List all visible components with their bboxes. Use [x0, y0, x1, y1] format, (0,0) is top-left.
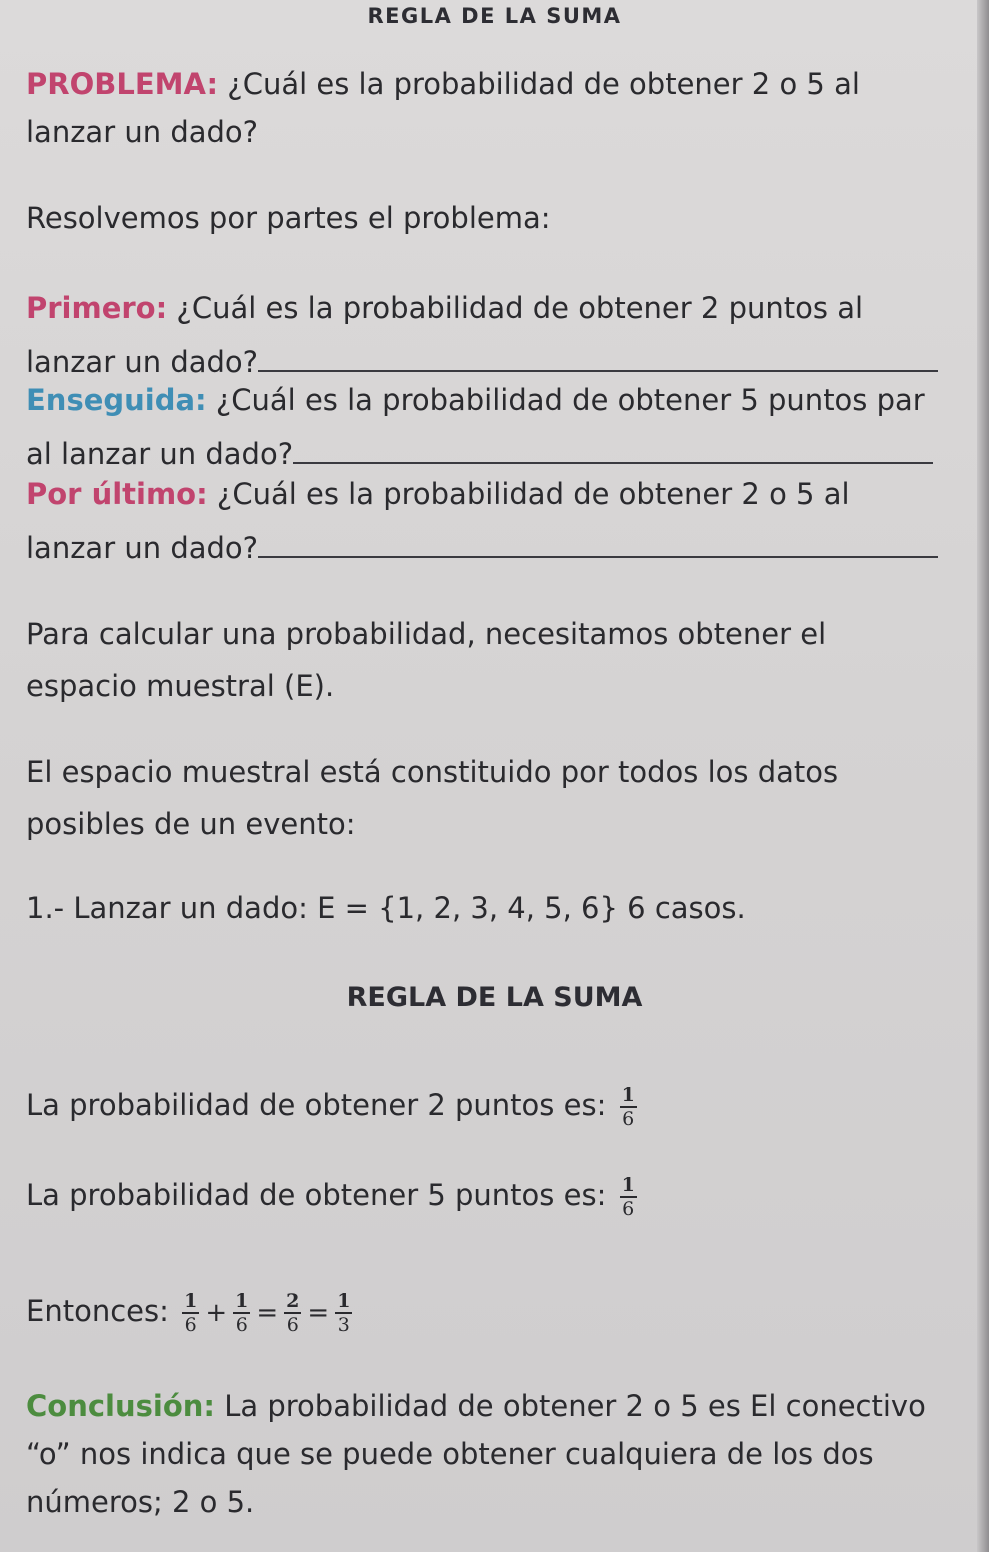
fraction-numerator: 1 — [621, 1084, 635, 1106]
step-then-line-2 — [26, 436, 933, 472]
step-then-text: ¿Cuál es la probabilidad de obtener 5 puntos par — [206, 383, 925, 417]
conclusion-line-2: “o” nos indica que se puede obtener cualquiera de los dos — [26, 1437, 874, 1471]
rule-line-5-points — [26, 1174, 641, 1220]
step-first-line-2 — [26, 344, 938, 380]
step-last-line-2 — [26, 530, 938, 566]
step-last-line-1 — [26, 476, 850, 512]
step-first-text: ¿Cuál es la probabilidad de obtener 2 puntos al — [167, 291, 864, 325]
explanation-p2-line-1: El espacio muestral está constituido por todos los datos — [26, 755, 839, 789]
page-edge-shadow — [977, 0, 989, 1552]
step-then-label: Enseguida: — [26, 383, 207, 417]
problem-label: PROBLEMA: — [26, 67, 219, 101]
page-title: REGLA DE LA SUMA — [367, 4, 622, 28]
conclusion-line-1 — [26, 1388, 926, 1424]
fraction-denominator: 6 — [622, 1108, 635, 1130]
answer-blank-then[interactable] — [293, 436, 933, 464]
step-last-text: ¿Cuál es la probabilidad de obtener 2 o 5 al — [207, 477, 850, 511]
step-first-text-2: lanzar un dado? — [26, 345, 259, 379]
explanation-p1-line-2: espacio muestral (E). — [26, 669, 335, 703]
rule-line-2-points — [26, 1084, 641, 1130]
fraction-denominator: 6 — [184, 1314, 197, 1336]
sample-space-example: 1.- Lanzar un dado: E = {1, 2, 3, 4, 5, 6} 6 casos. — [26, 891, 746, 925]
fraction-denominator: 3 — [337, 1314, 350, 1336]
step-first-line-1 — [26, 290, 863, 326]
conclusion-label: Conclusión: — [26, 1389, 215, 1423]
fraction-numerator: 2 — [286, 1290, 300, 1312]
conclusion-text-1: La probabilidad de obtener 2 o 5 es El conectivo — [215, 1389, 926, 1423]
equals-sign: = — [256, 1298, 279, 1328]
fraction-one-sixth — [182, 1290, 199, 1336]
rule-equation-line — [26, 1290, 356, 1336]
equation-label: Entonces: — [26, 1294, 169, 1328]
fraction-denominator: 6 — [622, 1198, 635, 1220]
step-then-line-1 — [26, 382, 925, 418]
fraction-one-sixth — [620, 1084, 637, 1130]
section-title-rule: REGLA DE LA SUMA — [346, 982, 643, 1013]
fraction-numerator: 1 — [621, 1174, 635, 1196]
problem-text-1: ¿Cuál es la probabilidad de obtener 2 o 5 al — [218, 67, 860, 101]
fraction-numerator: 1 — [235, 1290, 249, 1312]
equals-sign: = — [307, 1298, 330, 1328]
fraction-one-sixth — [233, 1290, 250, 1336]
intro-text: Resolvemos por partes el problema: — [26, 201, 551, 235]
plus-sign: + — [205, 1298, 228, 1328]
answer-blank-first[interactable] — [258, 344, 938, 372]
fraction-denominator: 6 — [286, 1314, 299, 1336]
step-then-text-2: al lanzar un dado? — [26, 437, 294, 471]
explanation-p2-line-2: posibles de un evento: — [26, 807, 356, 841]
explanation-p1-line-1: Para calcular una probabilidad, necesitamos obtener el — [26, 617, 827, 651]
problem-line-1 — [26, 66, 860, 102]
fraction-numerator: 1 — [184, 1290, 198, 1312]
conclusion-line-3: números; 2 o 5. — [26, 1485, 255, 1519]
rule-text-2-points: La probabilidad de obtener 2 puntos es: — [26, 1088, 607, 1122]
step-first-label: Primero: — [26, 291, 168, 325]
problem-line-2: lanzar un dado? — [26, 115, 259, 149]
step-last-text-2: lanzar un dado? — [26, 531, 259, 565]
step-last-label: Por último: — [26, 477, 208, 511]
fraction-one-third — [335, 1290, 352, 1336]
fraction-two-sixths — [284, 1290, 301, 1336]
fraction-denominator: 6 — [235, 1314, 248, 1336]
answer-blank-last[interactable] — [258, 530, 938, 558]
fraction-numerator: 1 — [337, 1290, 351, 1312]
fraction-one-sixth — [620, 1174, 637, 1220]
rule-text-5-points: La probabilidad de obtener 5 puntos es: — [26, 1178, 607, 1212]
